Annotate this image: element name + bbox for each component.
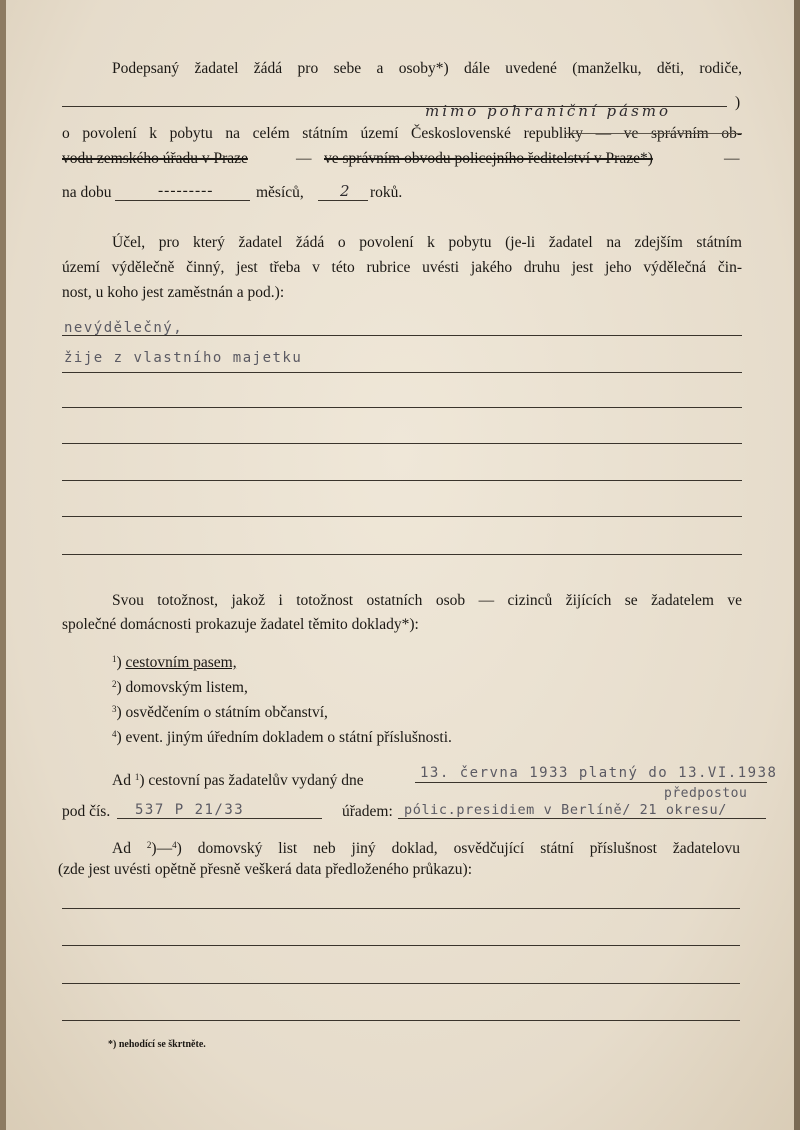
- handwritten-insert: mimo pohraniční pásmo: [425, 102, 672, 120]
- purpose-line-3: nost, u koho jest zaměstnán a pod.):: [62, 284, 285, 301]
- months-label: měsíců,: [256, 184, 304, 201]
- doc-text-4: event. jiným úředním dokladem o státní příslušnosti.: [125, 729, 452, 746]
- passport-no-line[interactable]: [117, 818, 322, 819]
- doc-num-2: 2: [112, 679, 117, 689]
- intro-dash: —: [296, 150, 312, 167]
- domicile-line-row-3[interactable]: [62, 983, 740, 984]
- doc-text-3: osvědčením o státním občanství,: [125, 704, 328, 721]
- bracket-close: ): [735, 94, 741, 111]
- passport-issued-line[interactable]: [415, 782, 767, 783]
- intro-line-3b: [324, 150, 653, 168]
- months-value: ---------: [158, 182, 214, 199]
- purpose-line-row-5[interactable]: [62, 480, 742, 481]
- domicile-line-row-4[interactable]: [62, 1020, 740, 1021]
- passport-label: [112, 768, 364, 790]
- duration-prefix: na dobu: [62, 184, 112, 201]
- domicile-line-1: Ad $^2$)—$^4$) domovský list neb jiný doklad, osvědčující státní příslušnost žadatelovu: [112, 840, 741, 857]
- domicile-ad: Ad: [112, 840, 131, 857]
- passport-office-above: předpostou: [664, 786, 748, 801]
- passport-office-line[interactable]: [398, 818, 766, 819]
- purpose-line-row-2[interactable]: [62, 372, 742, 373]
- doc-item-1: $^1$) cestovním pasem,: [112, 654, 237, 671]
- years-fill-line[interactable]: [318, 200, 368, 201]
- doc-item-3: $^3$) osvědčením o státním občanství,: [112, 704, 328, 721]
- intro-line-2: o povolení k pobytu na celém státním území Československé republiky — ve správním ob-: [62, 125, 742, 142]
- doc-item-2: $^2$) domovským listem,: [112, 679, 248, 696]
- purpose-line-row-1[interactable]: [62, 335, 742, 336]
- intro-line-3a: [62, 150, 248, 168]
- strike-zemsky-urad: vodu zemského úřadu v Praze: [62, 150, 248, 167]
- domicile-line-row-1[interactable]: [62, 908, 740, 909]
- passport-office-value: pólic.presidiem v Berlíně/ 21 okresu/: [404, 802, 727, 818]
- domicile-ad-num-a: 2: [146, 840, 152, 850]
- strike-line-2: [565, 133, 742, 134]
- passport-label-text: ) cestovní pas žadatelův vydaný dne: [139, 772, 364, 789]
- domicile-line-2: (zde jest uvésti opětně přesně veškerá data předloženého průkazu):: [58, 861, 473, 878]
- domicile-ad-num-b: 4: [172, 840, 177, 850]
- doc-item-4: $^4$) event. jiným úředním dokladem o státní příslušnosti.: [112, 729, 452, 746]
- months-fill-line[interactable]: [115, 200, 250, 201]
- purpose-line-1: Účel, pro který žadatel žádá o povolení k pobytu (je-li žadatel na zdejším státním: [112, 234, 742, 251]
- passport-no-value: 537 P 21/33: [135, 802, 245, 818]
- purpose-answer-1: nevýdělečný,: [64, 320, 184, 336]
- purpose-answer-2: žije z vlastního majetku: [64, 350, 303, 366]
- purpose-line-row-3[interactable]: [62, 407, 742, 408]
- doc-text-1: cestovním pasem,: [125, 654, 237, 671]
- paper-edge-right: [794, 0, 800, 1130]
- passport-ad: Ad: [112, 772, 131, 789]
- paper-edge-left: [0, 0, 6, 1130]
- footnote: *) nehodící se škrtněte.: [108, 1039, 206, 1050]
- doc-num-4: 4: [112, 729, 117, 739]
- identity-line-2: společné domácnosti prokazuje žadatel těmito doklady*):: [62, 616, 419, 633]
- years-label: roků.: [370, 184, 403, 201]
- passport-no-label: pod čís.: [62, 803, 111, 820]
- purpose-line-2: území výdělečně činný, jest třeba v této rubrice uvésti jakého druhu jest jeho výdělečná čin-: [62, 259, 742, 276]
- purpose-line-row-6[interactable]: [62, 516, 742, 517]
- strike-policejni-reditelstvi: ve správním obvodu policejního ředitelství v Praze*): [324, 150, 653, 167]
- domicile-line-row-2[interactable]: [62, 945, 740, 946]
- passport-ad-num: 1: [134, 772, 140, 782]
- intro-dash-end: —: [724, 150, 740, 167]
- identity-line-1: Svou totožnost, jakož i totožnost ostatních osob — cizinců žijících se žadatelem ve: [112, 592, 742, 609]
- domicile-line-1-text: domovský list neb jiný doklad, osvědčující státní příslušnost žadatelovu: [197, 840, 741, 857]
- doc-text-2: domovským listem,: [125, 679, 248, 696]
- doc-num-1: 1: [112, 654, 117, 664]
- years-value: 2: [340, 182, 350, 200]
- passport-issued-value: 13. června 1933 platný do 13.VI.1938: [420, 765, 778, 781]
- doc-num-3: 3: [112, 704, 117, 714]
- purpose-line-row-4[interactable]: [62, 443, 742, 444]
- intro-line-1: Podepsaný žadatel žádá pro sebe a osoby*) dále uvedené (manželku, děti, rodiče,: [112, 60, 742, 77]
- purpose-line-row-7[interactable]: [62, 554, 742, 555]
- passport-office-label: úřadem:: [342, 803, 393, 820]
